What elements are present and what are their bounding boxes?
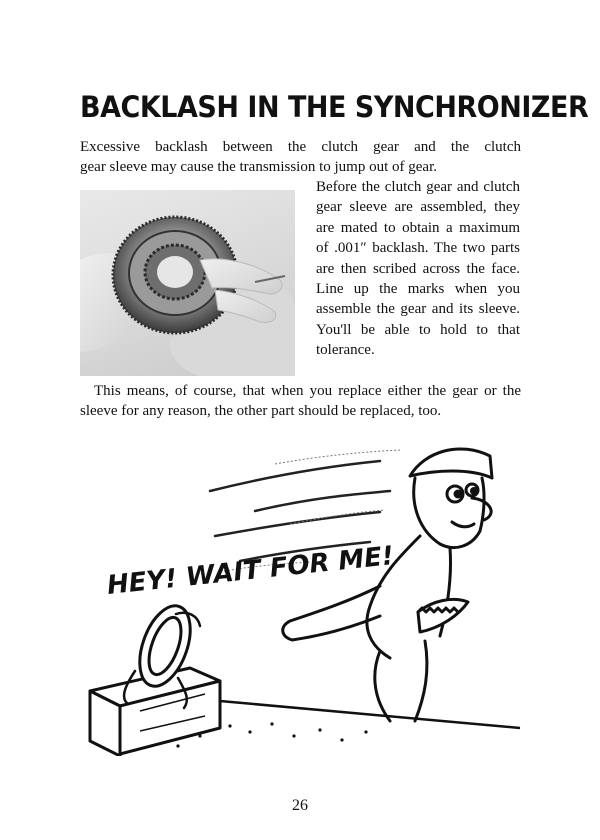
replacement-paragraph: This means, of course, that when you replace either the gear or the sleeve for any reason, the other part should be replaced, too. (80, 383, 521, 420)
hand-holding-gear-illustration (80, 190, 295, 376)
page-title: BACKLASH IN THE SYNCHRONIZER (80, 90, 589, 124)
gear-photo (80, 190, 295, 376)
intro-line-1: Excessive backlash between the clutch gear and the clutch (80, 139, 521, 155)
cartoon-illustration (80, 436, 525, 756)
intro-paragraph (80, 137, 521, 178)
mechanic-and-gear-cartoon (80, 436, 525, 756)
intro-line-2: gear sleeve may cause the transmission to jump out of gear. (80, 159, 437, 176)
procedure-paragraph: Before the clutch gear and clutch gear sleeve are assembled, they are mated to obtain a maximum of .001″ backlash. The two parts are then scribed across the face. Line up the marks when you assemble the gear and its sleeve. You'll be able to hold to that tolerance. (316, 179, 520, 359)
cartoon-speech-text: HEY! WAIT FOR ME! (105, 541, 396, 601)
page-number: 26 (292, 797, 308, 814)
